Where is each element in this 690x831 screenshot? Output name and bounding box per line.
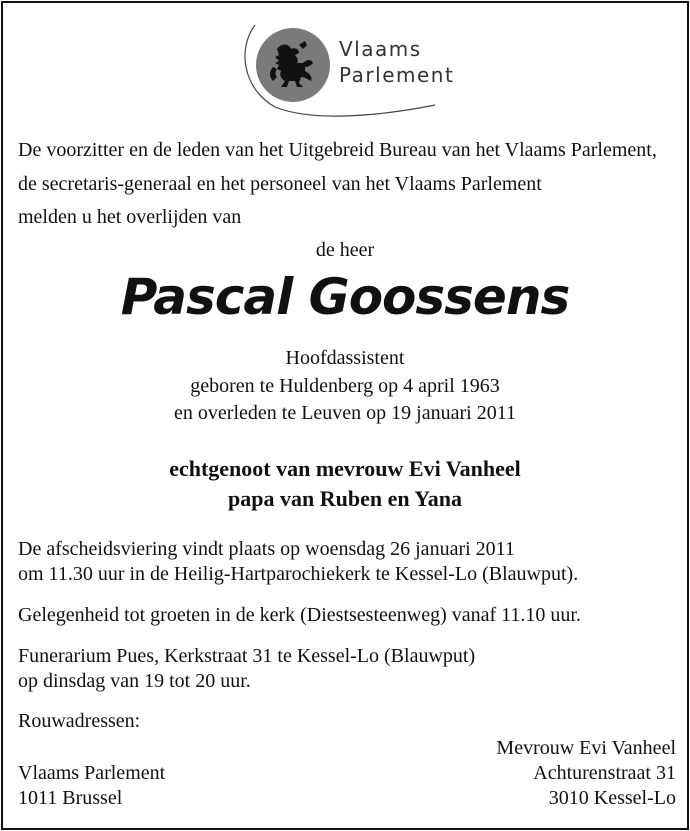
obituary-notice: [1, 1, 689, 830]
job-title: Hoofdassistent: [285, 347, 405, 369]
death-line: en overleden te Leuven op 19 januari 2011: [174, 402, 516, 424]
ceremony-line-1: De afscheidsviering vindt plaats op woensdag 26 januari 2011: [18, 538, 515, 560]
logo-text-line2: Parlement: [339, 63, 455, 87]
intro-line-1: De voorzitter en de leden van het Uitgebreid Bureau van het Vlaams Parlement,: [18, 139, 657, 161]
salutation: de heer: [315, 239, 375, 261]
children-line: papa van Ruben en Yana: [228, 486, 462, 511]
address-right-line-1: Mevrouw Evi Vanheel: [496, 737, 676, 759]
intro-line-2: de secretaris-generaal en het personeel van het Vlaams Parlement: [18, 173, 542, 195]
birth-line: geboren te Huldenberg op 4 april 1963: [190, 375, 500, 397]
logo-text-line1: Vlaams: [339, 37, 422, 61]
greeting-line: Gelegenheid tot groeten in de kerk (Diestsesteenweg) vanaf 11.10 uur.: [18, 604, 581, 626]
funerarium-line-1: Funerarium Pues, Kerkstraat 31 te Kessel-Lo (Blauwput): [18, 645, 476, 667]
address-right-line-3: 3010 Kessel-Lo: [548, 787, 676, 809]
deceased-name: Pascal Goossens: [120, 268, 570, 326]
address-right-line-2: Achturenstraat 31: [533, 762, 676, 784]
ceremony-line-2: om 11.30 uur in de Heilig-Hartparochiekerk te Kessel-Lo (Blauwput).: [18, 563, 579, 585]
lion-emblem-icon: [255, 27, 331, 103]
intro-line-3: melden u het overlijden van: [18, 206, 242, 228]
logo-emblem: [255, 27, 331, 103]
address-left-line-1: Vlaams Parlement: [18, 762, 166, 784]
spouse-line: echtgenoot van mevrouw Evi Vanheel: [169, 456, 521, 481]
funerarium-line-2: op dinsdag van 19 tot 20 uur.: [18, 670, 251, 692]
address-left-line-2: 1011 Brussel: [18, 787, 123, 809]
addresses-heading: Rouwadressen:: [18, 710, 141, 732]
